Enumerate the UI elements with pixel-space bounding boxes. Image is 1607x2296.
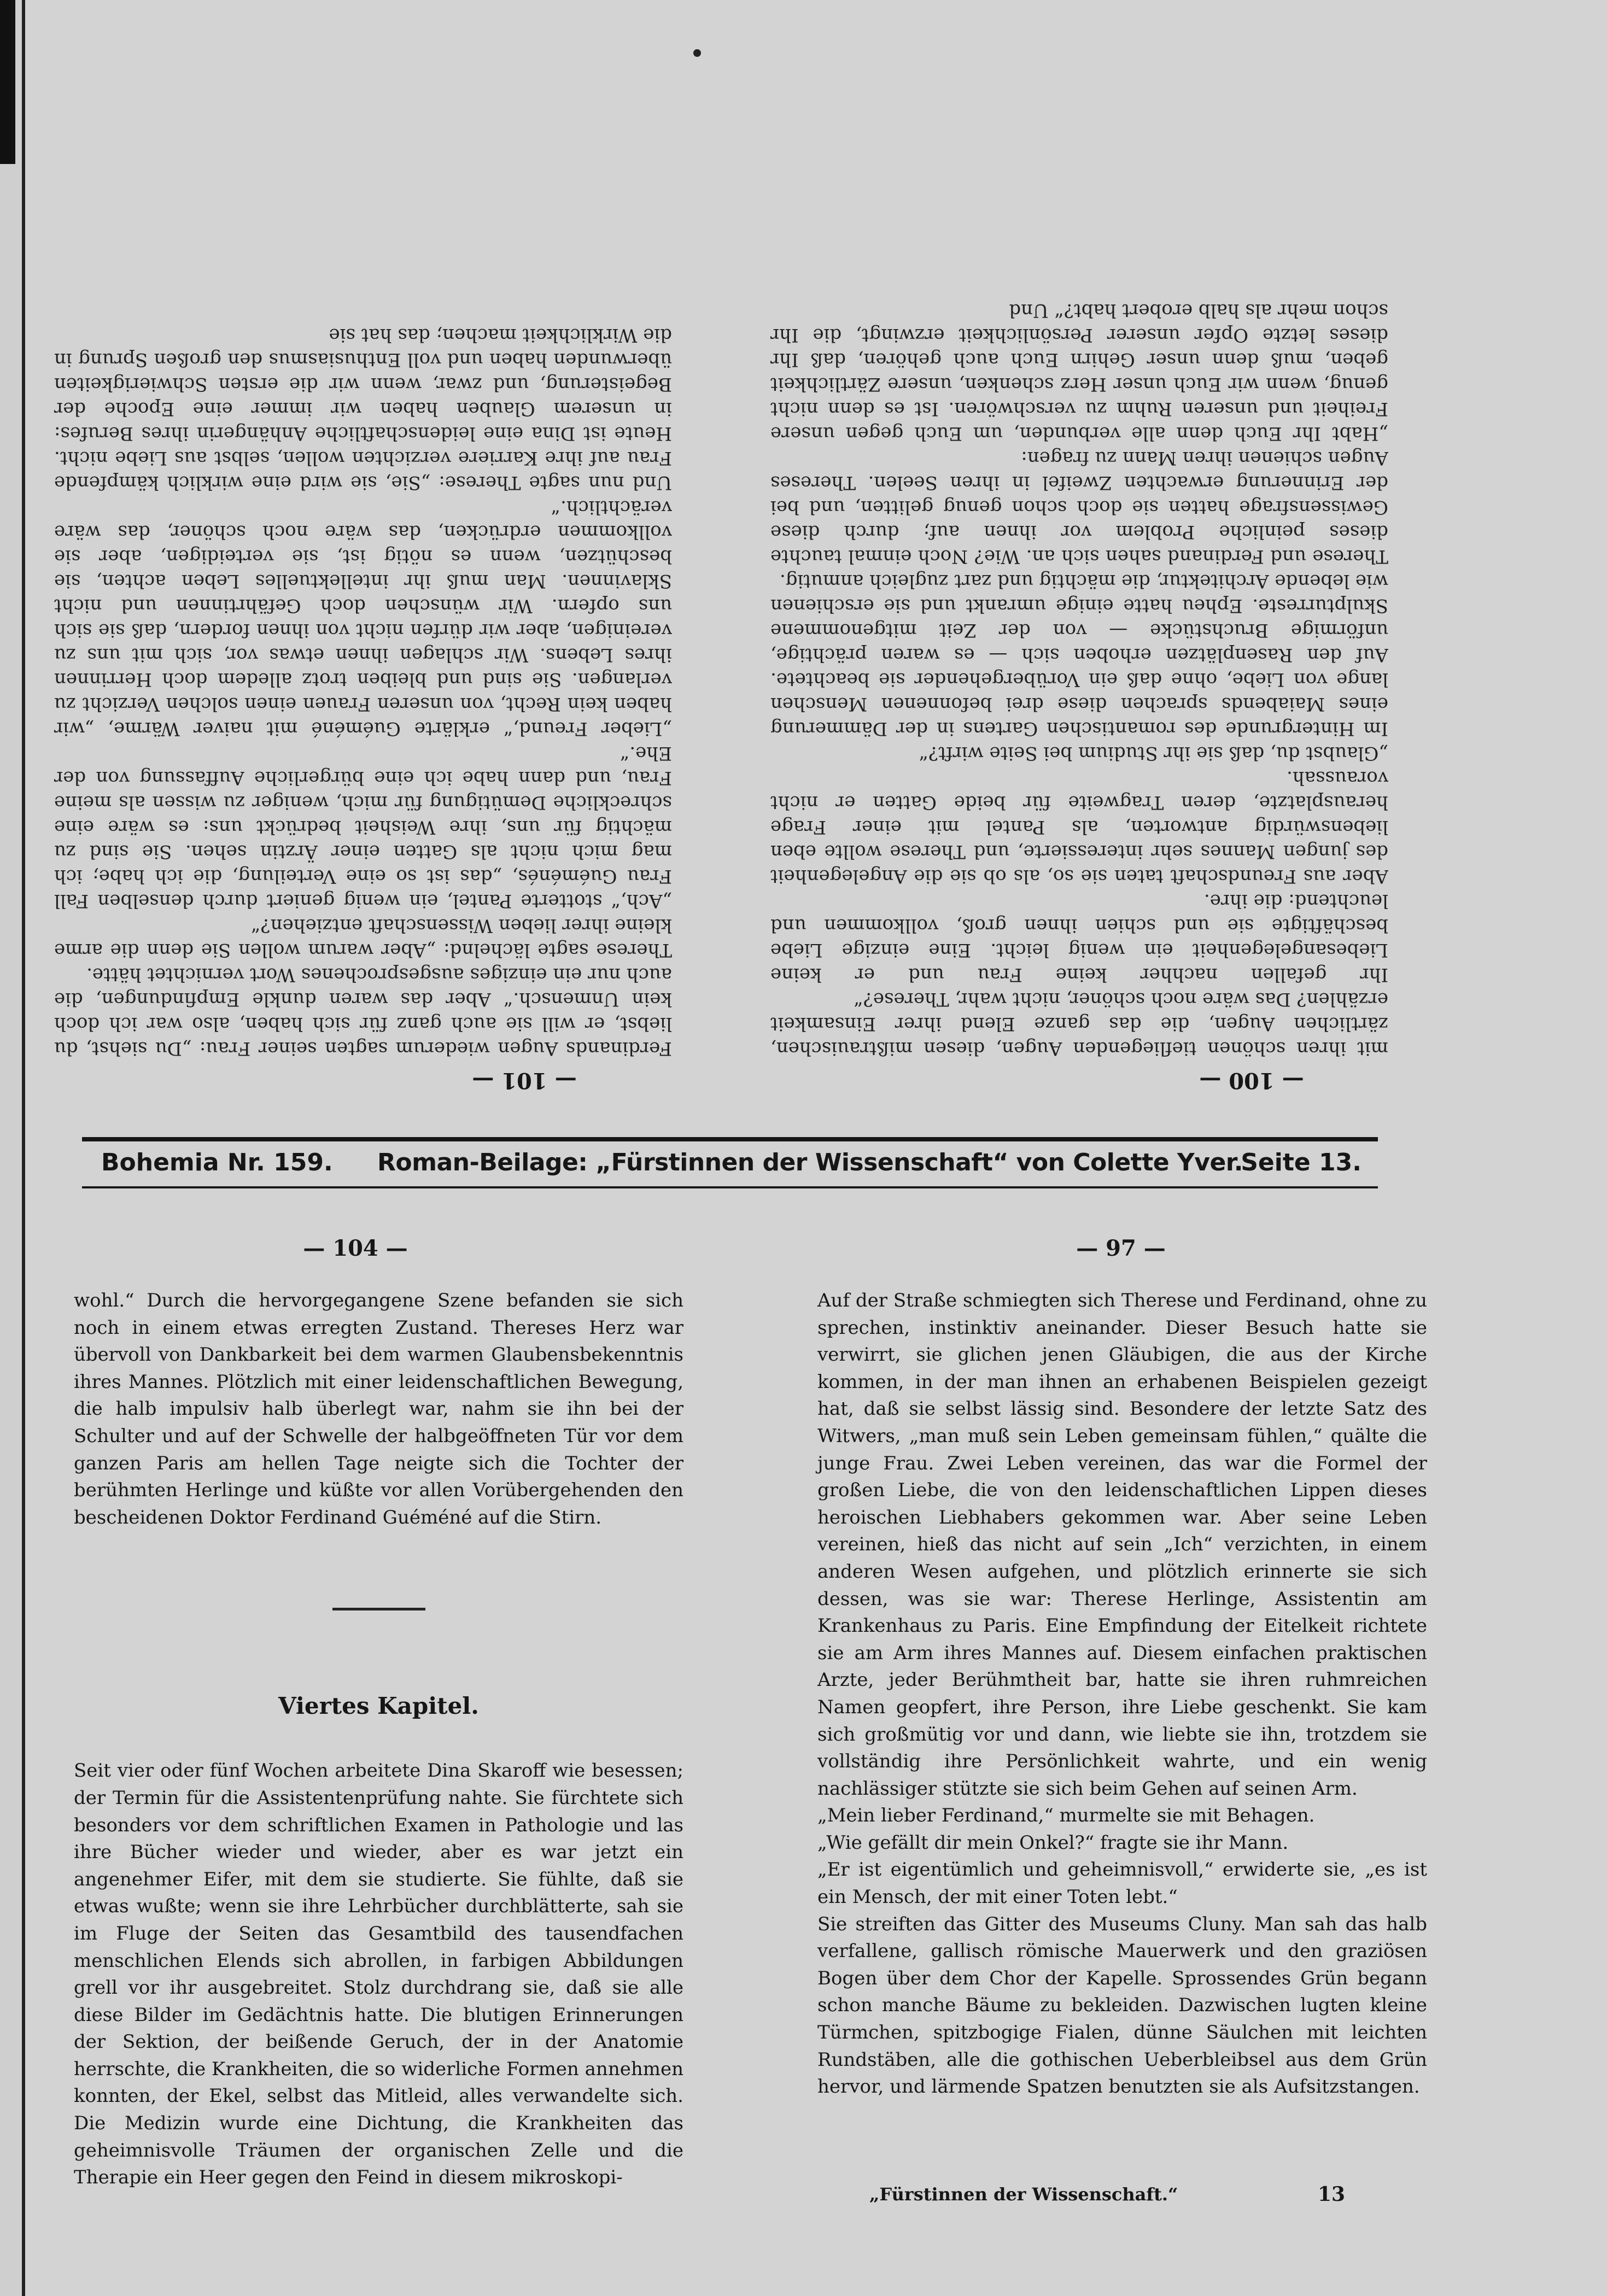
- upside-page-number-left: — 101 —: [472, 1068, 577, 1093]
- page-number-97: — 97 —: [1076, 1235, 1166, 1261]
- chapter-title: Viertes Kapitel.: [278, 1692, 479, 1720]
- left-column: [74, 1287, 683, 2192]
- page-number-104: — 104 —: [303, 1235, 408, 1261]
- header-title: Roman-Beilage: „Fürstinnen der Wissenschaft“ von Colette Yver.: [377, 1149, 1243, 1176]
- upside-down-section: [0, 0, 1607, 1126]
- footer-title: „Fürstinnen der Wissenschaft.“: [869, 2184, 1178, 2205]
- signature-mark: 13: [1318, 2183, 1346, 2206]
- header-issue: Bohemia Nr. 159.: [101, 1149, 333, 1176]
- left-paragraph-1: wohl.“ Durch die hervorgegangene Szene befanden sie sich noch in einem etwas erregten Zustand. Thereses Herz war übervoll von Dankbarkeit bei dem warmen Glaubensbekenntnis ihres Mannes. Plötzlich mit einer leidenschaftlichen Bewegung, die halb impulsiv halb überlegt war, nahm sie ihn bei der Schulter und auf der Schwelle der halbgeöffneten Tür vor dem ganzen Paris am hellen Tage neigte sich die Tochter der berühmten Herlinge und küßte vor allen Vorübergehenden den bescheidenen Doktor Ferdinand Guéméné auf die Stirn.: [74, 1290, 683, 1528]
- right-column: Auf der Straße schmiegten sich Therese und Ferdinand, ohne zu sprechen, instinktiv aneinander. Dieser Besuch hatte sie verwirrt, sie glichen jenen Gläubigen, die aus der Kirche kommen, in der man ihnen an erhabenen Beispielen gezeigt hat, daß sie selbst lässig sind. Besondere der letzte Satz des Witwers, „man muß sein Leben gemeinsam fühlen,“ quälte die junge Frau. Zwei Leben vereinen, das war die Formel der großen Liebe, die von den leidenschaftlichen Lippen dieses heroischen Liebhabers gekommen war. Aber seine Leben vereinen, hieß das nicht auf sein „Ich“ verzichten, in einem anderen Wesen aufgehen, und plötzlich erinnerte sie sich dessen, was sie war: Therese Herlinge, Assistentin am Krankenhaus zu Paris. Eine Empfindung der Eitelkeit richtete sie am Arm ihres Mannes auf. Diesem einfachen praktischen Arzte, jeder Berühmtheit bar, hatte sie ihren ruhmreichen Namen geopfert, ihre Person, ihre Liebe geschenkt. Sie kam sich großmütig vor und dann, wie liebte sie ihn, trotzdem sie vollständig ihre Persönlichkeit wahrte, und ein wenig nachlässiger stützte sie sich beim Gehen auf seinen Arm. „Mein lieber Ferdinand,“ murmelte sie mit Behagen. „Wie gefällt dir mein Onkel?“ fragte sie ihr Mann. „Er ist eigentümlich und geheimnisvoll,“ erwiderte sie, „es ist ein Mensch, der mit einer Toten lebt.“ Sie streiften das Gitter des Museums Cluny. Man sah das halb verfallene, gallisch römische Mauerwerk und den graziösen Bogen über dem Chor der Kapelle. Sprossendes Grün begann schon manche Bäume zu bekleiden. Dazwischen lugten kleine Türmchen, spitzbogige Fialen, dünne Säulchen mit leichten Rundstäben, alle die gothischen Ueberbleibsel aus dem Grün hervor, und lärmende Spatzen benutzten sie als Aufsitzstangen.: [817, 1290, 1427, 2098]
- header-rule-bottom: [82, 1186, 1378, 1188]
- header-rule-top: [82, 1137, 1378, 1141]
- left-paragraph-2: Seit vier oder fünf Wochen arbeitete Dina Skaroff wie besessen; der Termin für die Assistentenprüfung nahte. Sie fürchtete sich besonders vor dem schriftlichen Examen in Pathologie und las ihre Bücher wieder und wieder, aber es war jetzt ein angenehmer Eifer, mit dem sie studierte. Sie fühlte, daß sie etwas wußte; wenn sie ihre Lehrbücher durchblätterte, sah sie im Fluge der Seiten das Gesamtbild des tausendfachen menschlichen Elends sich abrollen, in farbigen Abbildungen grell vor ihr ausgebreitet. Stolz durchdrang sie, daß sie alle diese Bilder im Gedächtnis hatte. Die blutigen Erinnerungen der Sektion, der beißende Geruch, der in der Anatomie herrschte, die Krankheiten, die so widerliche Formen annehmen konnten, der Ekel, selbst das Mitleid, alles verwandelte sich. Die Medizin wurde eine Dichtung, die Krankheiten das geheimnisvolle Träumen der organischen Zelle und die Therapie ein Heer gegen den Feind in diesem mikroskopi-: [74, 1760, 683, 2189]
- upside-page-number-right: — 100 —: [1199, 1068, 1304, 1093]
- running-header: [93, 1145, 1367, 1184]
- header-page: Seite 13.: [1241, 1149, 1361, 1176]
- upside-column-right: mit ihren schönen tiefliegenden Augen, diesen mißtrauischen, zärtlichen Augen, die das ganze Elend ihrer Einsamkeit erzählen? Das wäre noch schöner, nicht wahr, Therese?“ Ihr gefallen nachher keine Frau und er keine Liebesangelegenheit ein wenig leicht. Eine einzige Liebe beschäftigte sie und schien ihnen groß, vollkommen und leuchtend: die ihre. Aber aus Freundschaft taten sie so, als ob sie die Angelegenheit des jungen Mannes sehr interessierte, und Therese wollte eben liebenswürdig antworten, als Pantel mit einer Frage herausplatzte, deren Tragweite für beide Gatten er nicht voraussah. „Glaubst du, daß sie ihr Studium bei Seite wirft?“ Im Hintergrunde des romantischen Gartens in der Dämmerung eines Maiabends sprachen diese drei befonnenen Menschen lange von Liebe, ohne daß ein Vorübergehender sie beachtete. Auf den Rasenplätzen erhoben sich — es waren prächtige, unförmige Bruchstücke — von der Zeit mitgenommene Skulpturreste. Epheu hatte einige umrankt und sie erschienen wie lebende Architektur, die mächtig und zart zugleich anmutig. Therese und Ferdinand sahen sich an. Wie? Noch einmal tauchte dieses peinliche Problem vor ihnen auf; durch diese Gewissensfrage hatten sie doch schon genug gelitten, und bei der Erinnerung erwachten Zweifel in ihren Seelen. Thereses Augen schienen ihren Mann zu fragen: „Habt Ihr Euch denn alle verbunden, um Euch gegen unsere Freiheit und unseren Ruhm zu verschwören. Ist es denn nicht genug, wenn wir Euch unser Herz schenken, unsere Zärtlichkeit geben, muß denn unser Gehirn Euch auch gehören, daß Ihr dieses letzte Opfer unserer Persönlichkeit erzwingt, die Ihr schon mehr als halb erobert habt?“ Und: [770, 300, 1388, 1059]
- upside-column-left: Ferdinands Augen wiederum sagten seiner Frau: „Du siehst, du liebst, er will sie auch ganz für sich haben, also war ich doch kein Unmensch.“ Aber das waren dunkle Empfindungen, die auch nur ein einziges ausgesprochenes Wort vernichtet hätte. Therese sagte lächelnd: „Aber warum wollen Sie denn die arme kleine ihrer lieben Wissenschaft entziehen?“ „Ach,“ stotterte Pantel, ein wenig geniert durch denselben Fall Frau Guéménés, „das ist so eine Verteilung, die ich habe; ich mag mich nicht als Gatten einer Ärztin sehen. Sie sind zu mächtig für uns, ihre Weisheit bedrückt uns: es wäre eine schreckliche Demütigung für mich, weniger zu wissen als meine Frau, und dann habe ich eine bürgerliche Auffassung von der Ehe.“ „Lieber Freund,“ erklärte Guéméné mit naiver Wärme, „wir haben kein Recht, von unseren Frauen einen solchen Verzicht zu verlangen. Sie sind und bleiben trotz alledem doch Herrinnen ihres Lebens. Wir schlagen ihnen etwas vor, sich mit uns zu vereinigen, aber wir dürfen nicht von ihnen fordern, daß sie sich uns opfern. Wir wünschen doch Gefährtinnen und nicht Sklavinnen. Man muß ihr intellektuelles Leben achten, sie beschützen, wenn es nötig ist, sie verteidigen, aber sie vollkommen erdrücken, das wäre noch schöner, das wäre verächtlich.“ Und nun sagte Therese: „Sie, sie wird eine wirklich kämpfende Frau auf ihre Karriere verzichten wollen, selbst aus Liebe nicht. Heute ist Dina eine leidenschaftliche Anhängerin ihres Berufes: in unserem Glauben haben wir immer eine Epoche der Begeisterung, und zwar, wenn wir die ersten Schwierigkeiten überwunden haben und voll Enthusiasmus den großen Sprung in die Wirklichkeit machen; das hat sie: [54, 324, 672, 1059]
